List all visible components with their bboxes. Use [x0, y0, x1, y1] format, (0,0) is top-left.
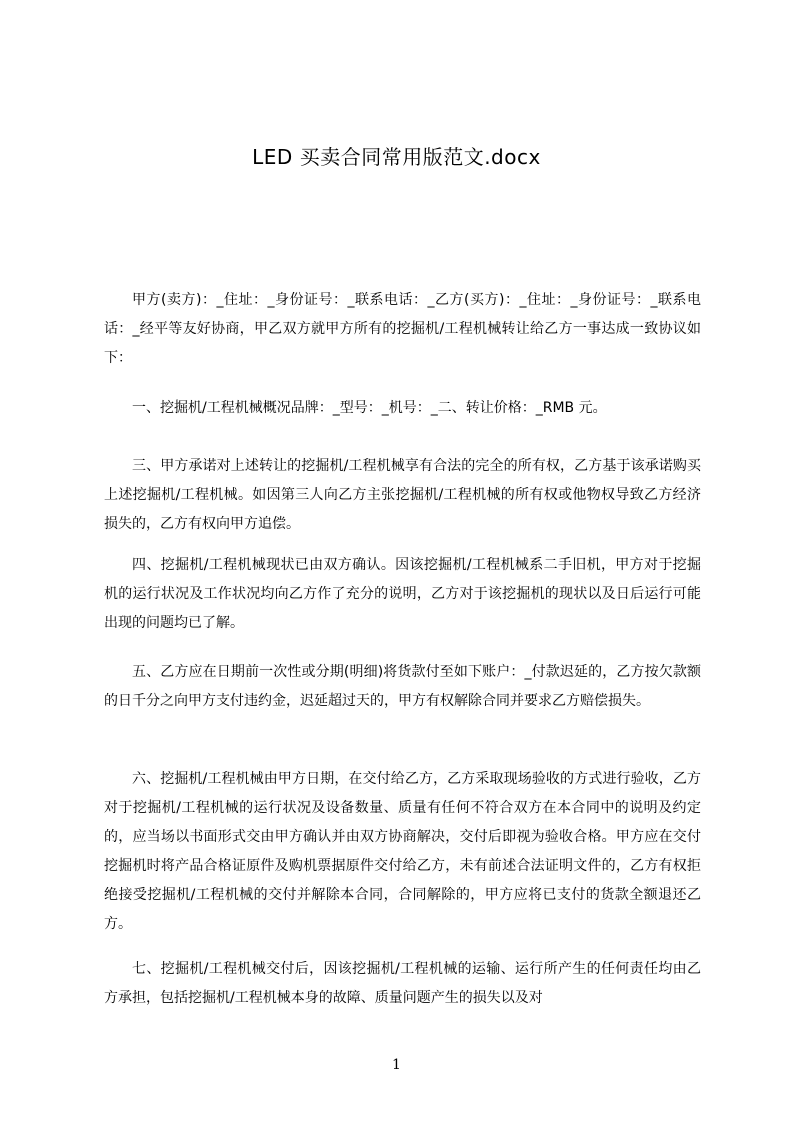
paragraph-parties: 甲方(卖方)：_住址：_身份证号：_联系电话：_乙方(买方)：_住址：_身份证号：_联系电话：_经平等友好协商，甲乙双方就甲方所有的挖掘机/工程机械转让给乙方一事达成一致协议如下： — [104, 292, 701, 366]
paragraph-clause-3: 三、甲方承诺对上述转让的挖掘机/工程机械享有合法的完全的所有权，乙方基于该承诺购买上述挖掘机/工程机械。如因第三人向乙方主张挖掘机/工程机械的所有权或他物权导致乙方经济损失的，乙方有权向甲方追偿。 — [104, 458, 701, 532]
paragraph-clause-4: 四、挖掘机/工程机械现状已由双方确认。因该挖掘机/工程机械系二手旧机，甲方对于挖掘机的运行状况及工作状况均向乙方作了充分的说明，乙方对于该挖掘机的现状以及日后运行可能出现的问题均已了解。 — [104, 557, 701, 631]
paragraph-clause-7: 七、挖掘机/工程机械交付后，因该挖掘机/工程机械的运输、运行所产生的任何责任均由乙方承担，包括挖掘机/工程机械本身的故障、质量问题产生的损失以及对 — [104, 961, 701, 1006]
paragraph-clause-6: 六、挖掘机/工程机械由甲方日期，在交付给乙方，乙方采取现场验收的方式进行验收，乙方对于挖掘机/工程机械的运行状况及设备数量、质量有任何不符合双方在本合同中的说明及约定的，应当场以书面形式交由甲方确认并由双方协商解决，交付后即视为验收合格。甲方应在交付挖掘机时将产品合格证原件及购机票据原件交付给乙方，未有前述合法证明文件的，乙方有权拒绝接受挖掘机/工程机械的交付并解除本合同，合同解除的，甲方应将已支付的货款全额退还乙方。 — [104, 771, 701, 932]
page-number: 1 — [392, 1057, 401, 1073]
document-title: LED 买卖合同常用版范文.docx — [252, 145, 541, 169]
paragraph-clause-1-2: 一、挖掘机/工程机械概况品牌：_型号：_机号：_二、转让价格：_RMB 元。 — [132, 400, 607, 416]
paragraph-clause-5: 五、乙方应在日期前一次性或分期(明细)将货款付至如下账户：_付款迟延的，乙方按欠款额的日千分之向甲方支付违约金，迟延超过天的，甲方有权解除合同并要求乙方赔偿损失。 — [104, 664, 701, 709]
